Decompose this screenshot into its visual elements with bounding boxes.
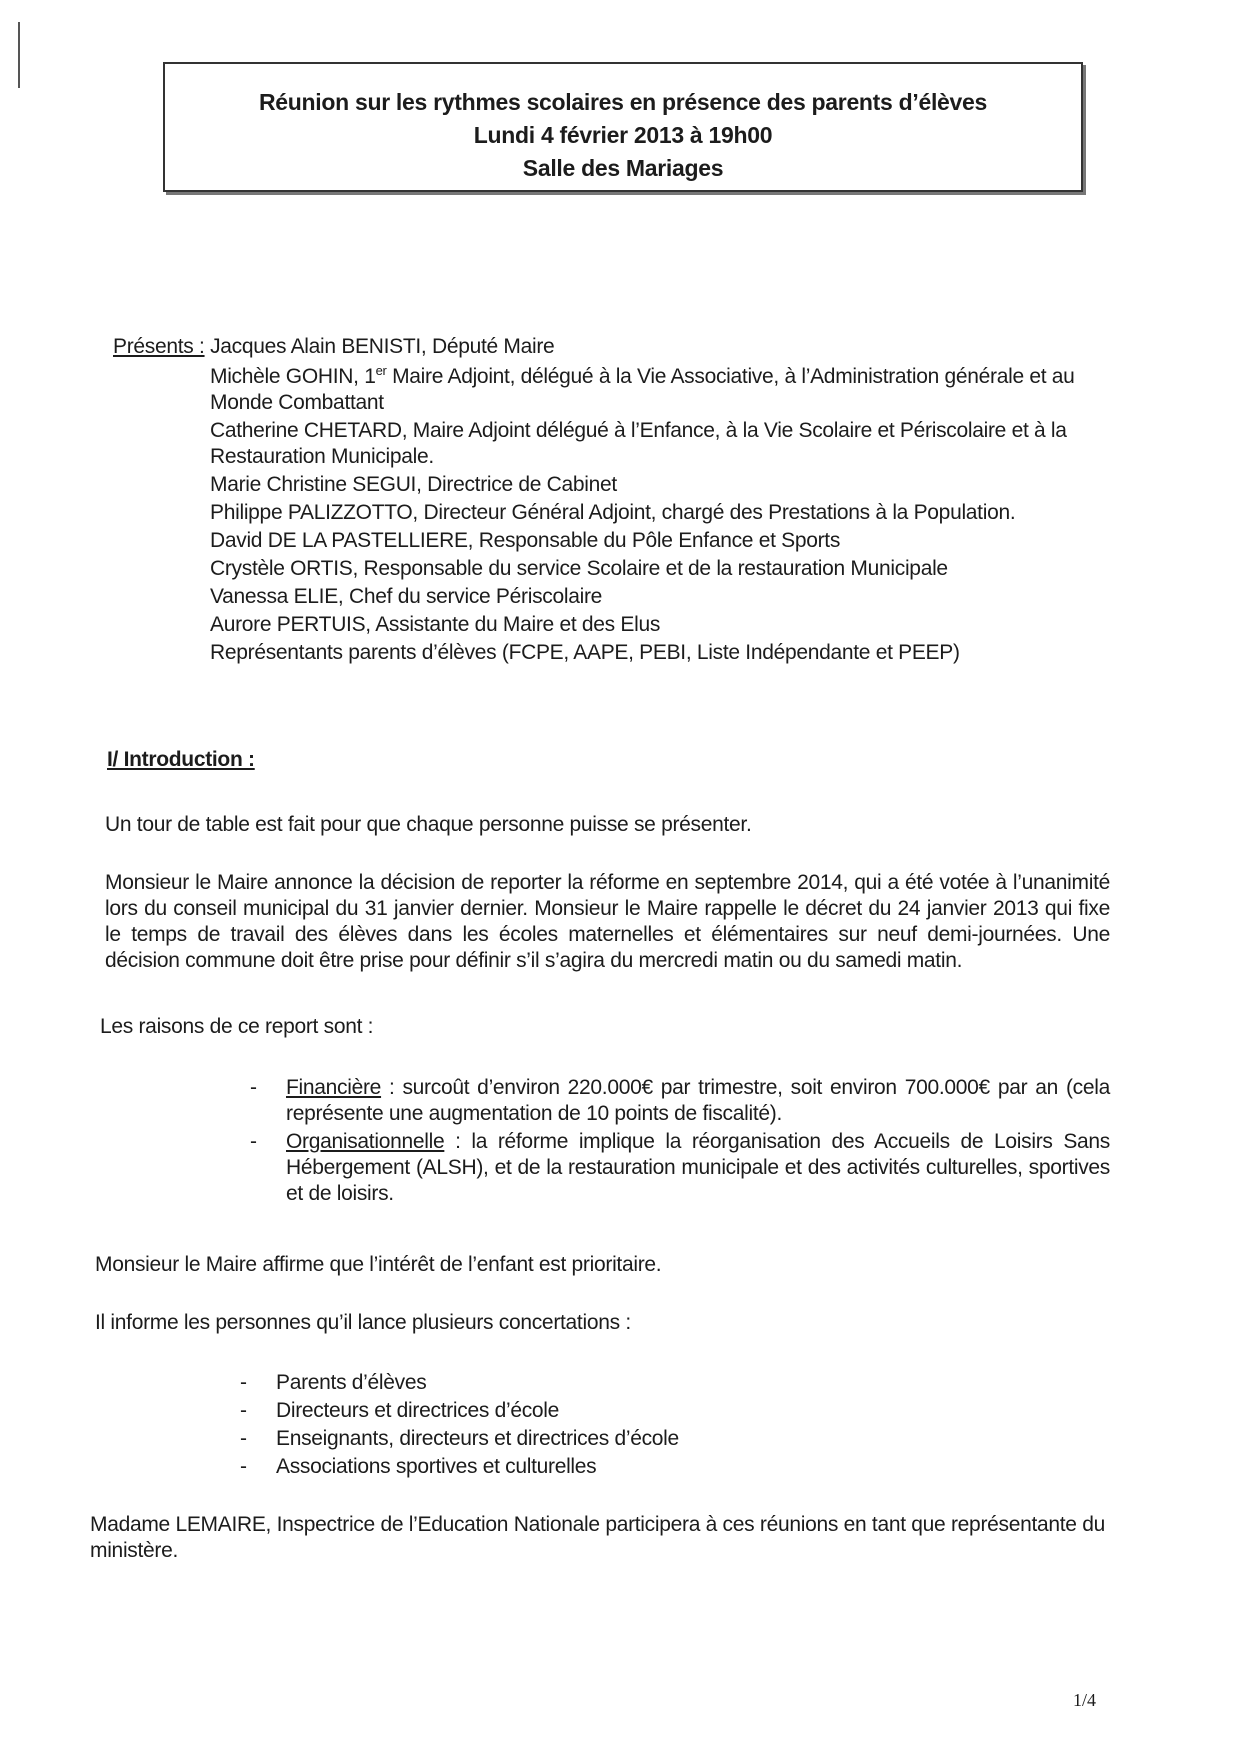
attendees-list: [113, 334, 1113, 666]
attendee: [113, 364, 1113, 416]
attendee: Jacques Alain BENISTI, Député Maire: [210, 335, 555, 358]
paragraph-reasons-intro: Les raisons de ce report sont :: [100, 1015, 374, 1038]
superscript: er: [375, 363, 387, 378]
reason-label: Financière: [286, 1076, 382, 1099]
attendee: Aurore PERTUIS, Assistante du Maire et des Elus: [210, 613, 661, 636]
dash-bullet: -: [240, 1371, 247, 1394]
reason-label: Organisationnelle: [286, 1130, 445, 1153]
attendee: [113, 418, 1113, 470]
concertation-item: [240, 1454, 940, 1480]
concertation-item: [240, 1426, 940, 1452]
meeting-location: Salle des Mariages: [522, 155, 724, 181]
meeting-date: Lundi 4 février 2013 à 19h00: [473, 122, 773, 148]
dash-bullet: -: [250, 1130, 257, 1153]
paragraph-interet-enfant: Monsieur le Maire affirme que l’intérêt de l’enfant est prioritaire.: [95, 1253, 662, 1276]
reason-item: [250, 1075, 1110, 1127]
attendee-text: Maire Adjoint, délégué à la Vie Associative, à l’Administration générale et au: [386, 365, 1075, 388]
reason-text: : surcoût d’environ 220.000€ par trimestre, soit environ 700.000€ par an (cela représente une augmentation de 10 points de fiscalité).: [286, 1076, 1110, 1125]
attendee: Crystèle ORTIS, Responsable du service Scolaire et de la restauration Municipale: [210, 557, 948, 580]
concertation-item: [240, 1370, 940, 1396]
dash-bullet: -: [240, 1399, 247, 1422]
concertation-text: Enseignants, directeurs et directrices d’école: [276, 1427, 679, 1450]
concertations-list: [240, 1370, 940, 1482]
concertation-text: Directeurs et directrices d’école: [276, 1399, 560, 1422]
concertation-text: Parents d’élèves: [276, 1371, 427, 1394]
dash-bullet: -: [240, 1427, 247, 1450]
attendee-text-cont: Restauration Municipale.: [210, 445, 434, 468]
concertation-text: Associations sportives et culturelles: [276, 1455, 597, 1478]
reason-item: [250, 1129, 1110, 1207]
paragraph-concertations-intro: Il informe les personnes qu’il lance plusieurs concertations :: [95, 1311, 631, 1334]
attendee: Philippe PALIZZOTTO, Directeur Général Adjoint, chargé des Prestations à la Population.: [210, 501, 1016, 524]
dash-bullet: -: [250, 1076, 257, 1099]
attendee-text: Catherine CHETARD, Maire Adjoint délégué à l’Enfance, à la Vie Scolaire et Périscolaire et à la: [210, 419, 1067, 442]
page-number: 1/4: [1073, 1690, 1097, 1710]
attendee-first-row: [113, 334, 1113, 360]
scan-margin-mark: [18, 22, 20, 88]
attendee: Vanessa ELIE, Chef du service Périscolaire: [210, 585, 603, 608]
attendee: Marie Christine SEGUI, Directrice de Cabinet: [210, 473, 617, 496]
reasons-list: [250, 1075, 1110, 1209]
attendees-label: Présents :: [113, 335, 205, 358]
section-title-introduction: I/ Introduction :: [107, 748, 255, 771]
reason-text: : la réforme implique la réorganisation des Accueils de Loisirs Sans Hébergement (ALSH), et de la restauration municipale et des activités culturelles, sportives et de loisirs.: [286, 1130, 1110, 1205]
attendee-text: Michèle GOHIN, 1: [210, 365, 376, 388]
document-title: Réunion sur les rythmes scolaires en présence des parents d’élèves: [258, 89, 988, 115]
dash-bullet: -: [240, 1455, 247, 1478]
attendee: Représentants parents d’élèves (FCPE, AAPE, PEBI, Liste Indépendante et PEEP): [210, 641, 960, 664]
title-box: [163, 62, 1083, 192]
paragraph-decision: Monsieur le Maire annonce la décision de reporter la réforme en septembre 2014, qui a été votée à l’unanimité lors du conseil municipal du 31 janvier dernier. Monsieur le Maire rappelle le décret du 24 janvier 2013 qui fixe le temps de travail des élèves dans les écoles maternelles et élémentaires sur neuf demi-journées. Une décision commune doit être prise pour définir s’il s’agira du mercredi matin ou du samedi matin.: [105, 871, 1110, 972]
attendee: David DE LA PASTELLIERE, Responsable du Pôle Enfance et Sports: [210, 529, 841, 552]
paragraph-tour-de-table: Un tour de table est fait pour que chaque personne puisse se présenter.: [105, 813, 752, 836]
paragraph-inspectrice: Madame LEMAIRE, Inspectrice de l’Education Nationale participera à ces réunions en tant que représentante du ministère.: [90, 1513, 1105, 1562]
attendee-text-cont: Monde Combattant: [210, 391, 384, 414]
concertation-item: [240, 1398, 940, 1424]
